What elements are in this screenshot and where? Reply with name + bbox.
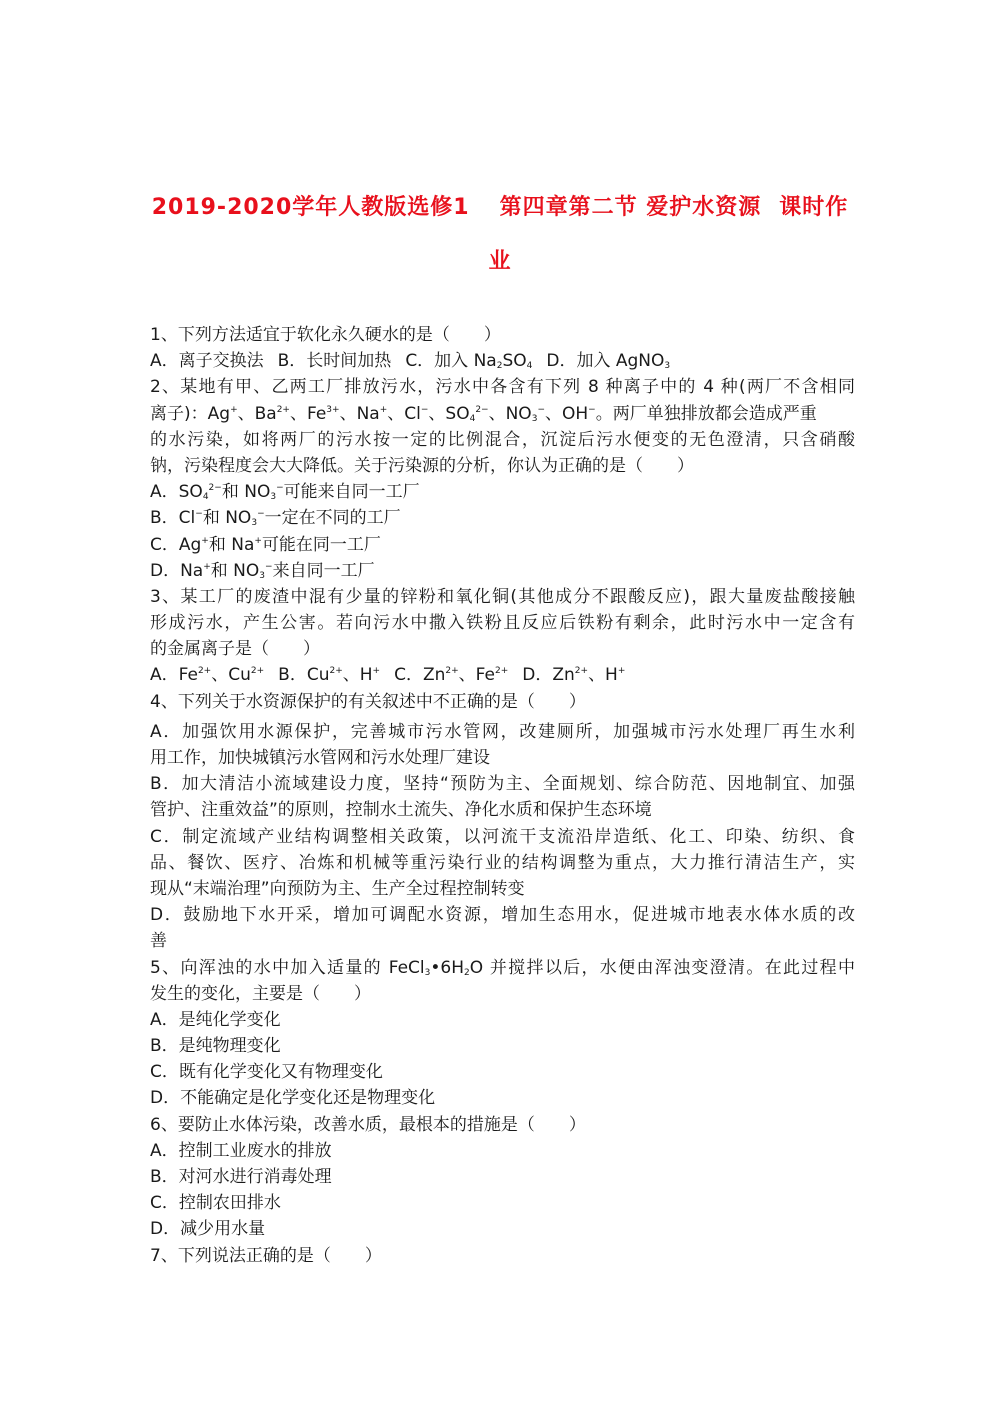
title-part-1: 2019-2020学年人教版选修1: [151, 195, 470, 220]
q4-option-d-line-1: D．鼓励地下水开采，增加可调配水资源，增加生态用水，促进城市地表水体水质的改: [150, 905, 855, 926]
q5-option-d: D．不能确定是化学变化还是物理变化: [150, 1088, 436, 1109]
q3-option-d: D．$Zn^{2+}$、H+: [522, 665, 626, 686]
question-3-options: [150, 662, 855, 688]
question-5-stem-line-1: 5、向浑浊的水中加入适量的 $FeCl_3•6H_2O$ 并搅拌以后，水便由浑浊变澄清。在此过程中: [150, 957, 855, 978]
title-part-3: 课时作: [779, 195, 849, 220]
document-title-line-2: 业: [488, 249, 512, 274]
question-1-options: [150, 348, 855, 374]
q4-option-c-line-1: C．制定流域产业结构调整相关政策，以河流干支流沿岸造纸、化工、印染、纺织、食: [150, 826, 855, 847]
q1-option-b: B．长时间加热: [277, 351, 392, 372]
q5-option-a: A．是纯化学变化: [150, 1009, 281, 1030]
q4-option-c-line-2: 品、餐饮、医疗、冶炼和机械等重污染行业的结构调整为重点，大力推行清洁生产，实: [150, 852, 855, 873]
question-2-stem-line-1: 2、某地有甲、乙两工厂排放污水，污水中各含有下列 8 种离子中的 4 种(两厂不含相同: [150, 377, 855, 398]
q3-option-a: A．$Fe^{2+}$、$Cu^{2+}$: [150, 665, 265, 686]
q6-option-b: B．对河水进行消毒处理: [150, 1167, 332, 1187]
question-list: [150, 322, 855, 1269]
q2-option-c: C．Ag+和 Na+可能在同一工厂: [150, 534, 381, 555]
q4-option-d-line-2: 善: [150, 931, 167, 952]
q2-option-b: B．Cl−和 $NO_3^-$一定在不同的工厂: [150, 508, 401, 529]
q2-option-d: D．Na+和 $NO_3^-$来自同一工厂: [150, 560, 375, 581]
q6-option-c: C．控制农田排水: [150, 1193, 281, 1214]
q2-option-a: A．$SO_4^{2-}$和 $NO_3^-$可能来自同一工厂: [150, 482, 420, 503]
q5-option-b: B．是纯物理变化: [150, 1036, 281, 1057]
q4-option-b-line-2: 管护、注重效益”的原则，控制水土流失、净化水质和保护生态环境: [150, 800, 652, 821]
q3-option-c: C．$Zn^{2+}$、$Fe^{2+}$: [394, 665, 509, 686]
question-3-stem-line-1: 3、某工厂的废渣中混有少量的锌粉和氧化铜(其他成分不跟酸反应)，跟大量废盐酸接触: [150, 586, 855, 607]
q6-option-a: A．控制工业废水的排放: [150, 1140, 332, 1161]
document-title: [0, 190, 1000, 221]
question-5-stem-line-2: 发生的变化，主要是（ ）: [150, 983, 371, 1004]
q4-option-a-line-2: 用工作，加快城镇污水管网和污水处理厂建设: [150, 748, 490, 768]
q1-option-c: C．加入 $Na_2SO_4$: [405, 351, 533, 372]
question-7-stem: 7、下列说法正确的是（ ）: [150, 1245, 382, 1266]
question-2-stem-line-2: 的水污染，如将两厂的污水按一定的比例混合，沉淀后污水便变的无色澄清，只含硝酸: [150, 429, 855, 450]
question-1-stem: 1、下列方法适宜于软化永久硬水的是（ ）: [150, 325, 501, 345]
q4-option-a-line-1: A．加强饮用水源保护，完善城市污水管网，改建厕所，加强城市污水处理厂再生水利: [150, 721, 855, 742]
question-3-stem-line-2: 形成污水，产生公害。若向污水中撒入铁粉且反应后铁粉有剩余，此时污水中一定含有: [150, 613, 855, 634]
title-part-2: 第四章第二节 爱护水资源: [499, 195, 762, 220]
q4-option-c-line-3: 现从“末端治理”向预防为主、生产全过程控制转变: [150, 878, 525, 899]
question-3-stem-line-3: 的金属离子是（ ）: [150, 639, 320, 660]
q4-option-b-line-1: B．加大清洁小流域建设力度，坚持“预防为主、全面规划、综合防范、因地制宜、加强: [150, 774, 855, 795]
q6-option-d: D．减少用水量: [150, 1219, 266, 1240]
question-2-stem-line-3: 钠，污染程度会大大降低。关于污染源的分析，你认为正确的是（ ）: [150, 455, 694, 476]
question-6-stem: 6、要防止水体污染，改善水质，最根本的措施是（ ）: [150, 1114, 586, 1135]
q3-option-b: B．$Cu^{2+}$、H+: [278, 665, 381, 686]
q5-option-c: C．既有化学变化又有物理变化: [150, 1062, 383, 1083]
q1-option-a: A．离子交换法: [150, 351, 264, 372]
question-2-ion-line: 离子)：Ag+、$Ba^{2+}$、$Fe^{3+}$、Na+、Cl−、$SO_4^{2-}$、$NO_3^-$、OH−。两厂单独排放都会造成严重: [150, 403, 817, 424]
q1-option-d: D．加入 AgNO$_3$: [546, 351, 671, 372]
question-4-stem: 4、下列关于水资源保护的有关叙述中不正确的是（ ）: [150, 691, 586, 712]
